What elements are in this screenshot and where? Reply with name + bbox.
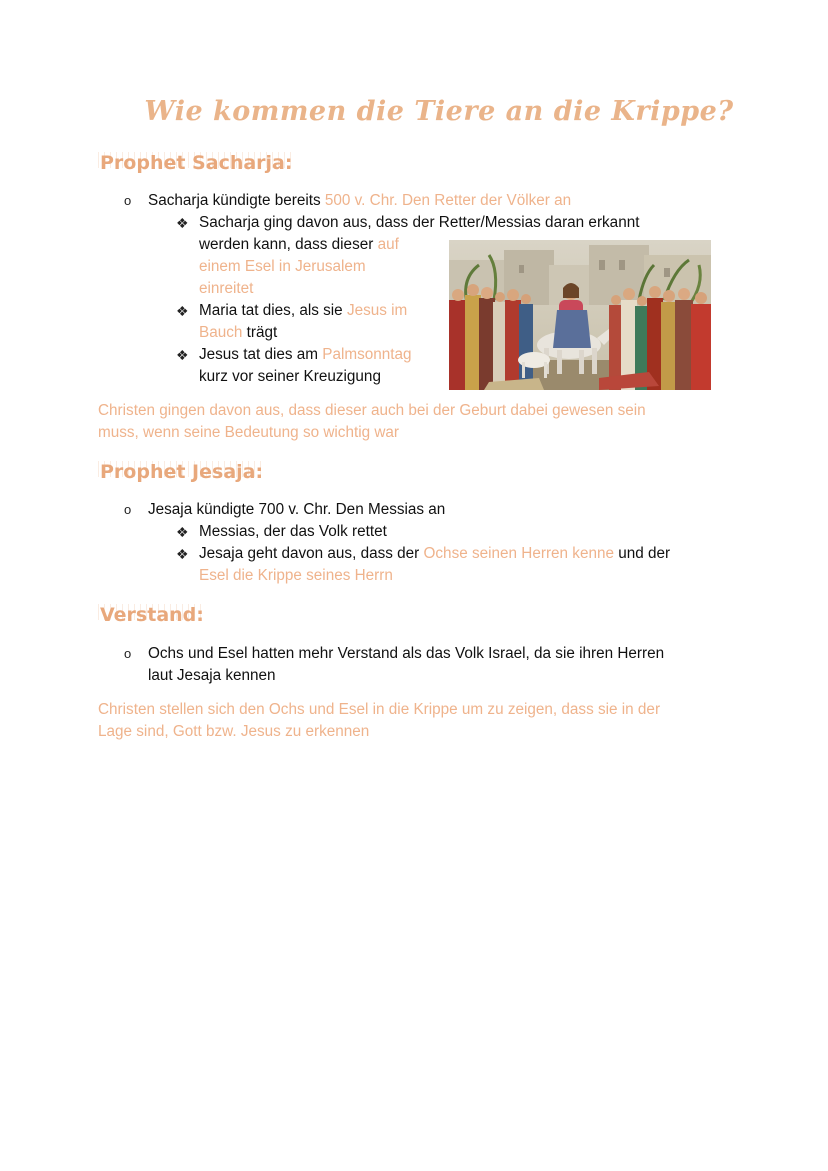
heading-prophet-sacharja: Prophet Sacharja: bbox=[100, 152, 293, 174]
sacharja-sub1-line4: einreitet bbox=[199, 280, 254, 297]
page-title: Wie kommen die Tiere an die Krippe? bbox=[144, 96, 734, 127]
circle-bullet-icon: o bbox=[124, 646, 132, 661]
sacharja-paragraph-line1: Christen gingen davon aus, dass dieser auch bei der Geburt dabei gewesen sein bbox=[98, 402, 646, 419]
sacharja-sub2-line2: Bauch trägt bbox=[199, 324, 278, 341]
circle-bullet-icon: o bbox=[124, 193, 132, 208]
heading-prophet-jesaja: Prophet Jesaja: bbox=[100, 461, 264, 483]
jesaja-sub2-line2: Esel die Krippe seines Herrn bbox=[199, 567, 393, 584]
sacharja-main-bullet: Sacharja kündigte bereits 500 v. Chr. Den Retter der Völker an bbox=[148, 192, 572, 209]
circle-bullet-icon: o bbox=[124, 502, 132, 517]
diamond-bullet-icon: ❖ bbox=[176, 347, 189, 363]
jesaja-sub1: Messias, der das Volk rettet bbox=[199, 523, 387, 540]
jesaja-sub2-line1: Jesaja geht davon aus, dass der Ochse seinen Herren kenne und der bbox=[199, 545, 671, 562]
diamond-bullet-icon: ❖ bbox=[176, 303, 189, 319]
sacharja-sub1-line1: Sacharja ging davon aus, dass der Retter/Messias daran erkannt bbox=[199, 214, 640, 231]
heading-verstand: Verstand: bbox=[100, 604, 204, 626]
sacharja-sub1-line3: einem Esel in Jerusalem bbox=[199, 258, 366, 275]
jesaja-main-bullet: Jesaja kündigte 700 v. Chr. Den Messias an bbox=[148, 501, 446, 518]
verstand-main-line1: Ochs und Esel hatten mehr Verstand als das Volk Israel, da sie ihren Herren bbox=[148, 645, 665, 662]
diamond-bullet-icon: ❖ bbox=[176, 546, 189, 562]
verstand-paragraph bbox=[98, 699, 738, 743]
verstand-paragraph-line2: Lage sind, Gott bzw. Jesus zu erkennen bbox=[98, 723, 370, 740]
verstand-main-line2: laut Jesaja kennen bbox=[148, 667, 276, 684]
sacharja-sub3-line2: kurz vor seiner Kreuzigung bbox=[199, 368, 381, 385]
sacharja-sub2-line1: Maria tat dies, als sie Jesus im bbox=[199, 302, 408, 319]
diamond-bullet-icon: ❖ bbox=[176, 215, 189, 231]
sacharja-sub3-line1: Jesus tat dies am Palmsonntag bbox=[199, 346, 412, 363]
sacharja-paragraph bbox=[98, 400, 738, 444]
diamond-bullet-icon: ❖ bbox=[176, 524, 189, 540]
sacharja-sub1-line2: werden kann, dass dieser auf bbox=[199, 236, 399, 253]
verstand-paragraph-line1: Christen stellen sich den Ochs und Esel in die Krippe um zu zeigen, dass sie in der bbox=[98, 701, 661, 718]
sacharja-paragraph-line2: muss, wenn seine Bedeutung so wichtig war bbox=[98, 424, 400, 441]
palm-sunday-painting bbox=[449, 240, 711, 390]
